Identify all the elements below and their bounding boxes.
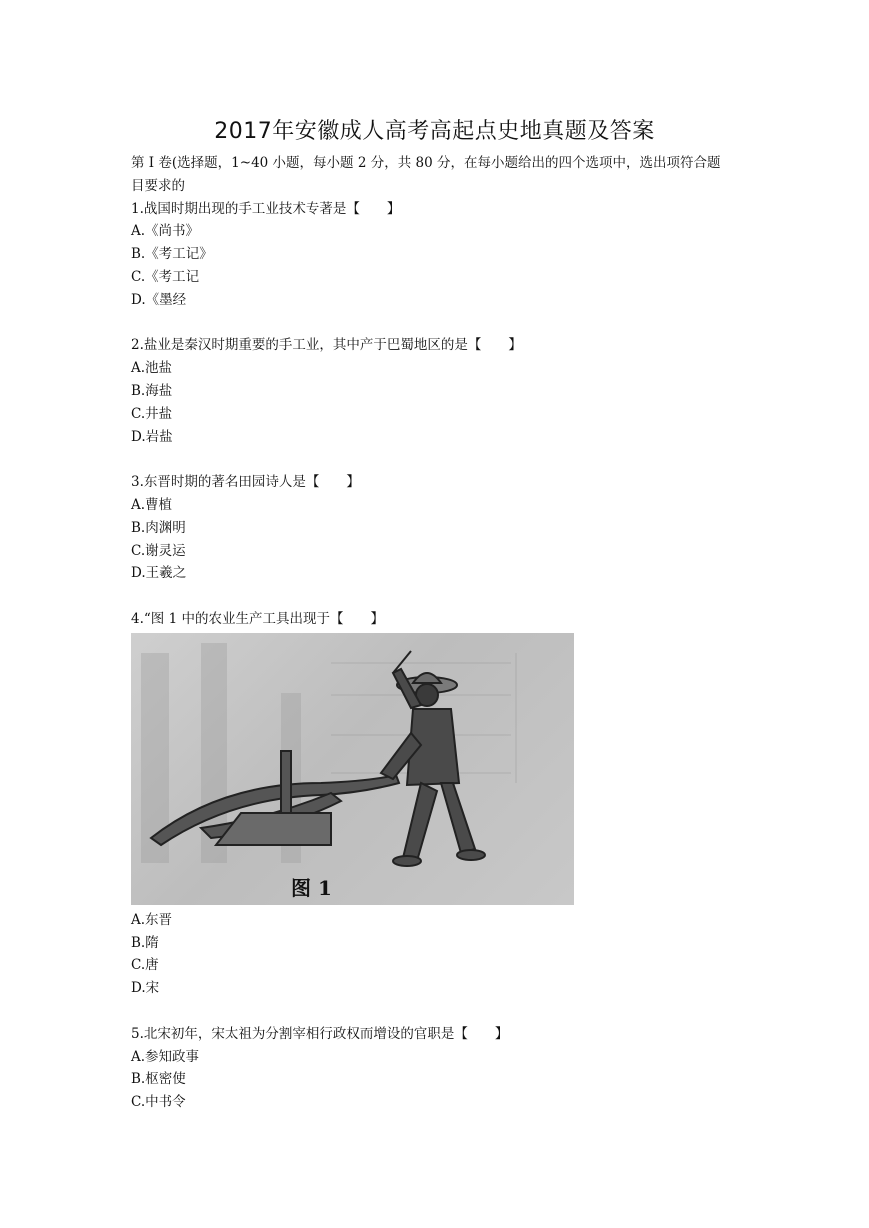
option-c: C.《考工记 (131, 268, 200, 285)
option-a: A.池盐 (131, 360, 173, 377)
option-d: D.宋 (131, 980, 160, 997)
question-1 (131, 198, 731, 312)
option-b: B.肉渊明 (131, 519, 186, 536)
option-b: B.海盐 (131, 382, 173, 399)
question-stem: 5.北宋初年，宋太祖为分割宰相行政权而增设的官职是【 】 (131, 1025, 509, 1042)
option-b: B.《考工记》 (131, 246, 213, 263)
option-d: D.《墨经 (131, 291, 187, 308)
plow-figure-image (131, 633, 574, 905)
page-title: 2017年安徽成人高考高起点史地真题及答案 (214, 119, 655, 144)
question-4 (131, 608, 731, 1000)
option-a: A.曹植 (131, 496, 173, 513)
figure-caption: 图 1 (291, 875, 332, 900)
question-3 (131, 471, 731, 585)
option-a: A.《尚书》 (131, 223, 200, 240)
option-b: B.枢密使 (131, 1071, 186, 1088)
option-d: D.王羲之 (131, 565, 187, 582)
question-5 (131, 1023, 731, 1114)
question-stem: 3.东晋时期的著名田园诗人是【 】 (131, 474, 360, 491)
question-2 (131, 334, 731, 448)
option-c: C.井盐 (131, 405, 173, 422)
question-stem: 2.盐业是秦汉时期重要的手工业，其中产于巴蜀地区的是【 】 (131, 337, 522, 354)
option-c: C.谢灵运 (131, 542, 186, 559)
section-intro (131, 152, 731, 198)
option-d: D.岩盐 (131, 428, 173, 445)
exam-content (131, 152, 731, 1137)
option-a: A.东晋 (131, 911, 173, 928)
intro-text: 第 I 卷(选择题，1~40 小题，每小题 2 分，共 80 分，在每小题给出的四个选项中，选出项符合题目要求的 (131, 155, 721, 194)
option-c: C.中书令 (131, 1094, 186, 1111)
question-stem: 1.战国时期出现的手工业技术专著是【 】 (131, 200, 401, 217)
question-stem: 4.“图 1 中的农业生产工具出现于【 】 (131, 610, 384, 627)
option-c: C.唐 (131, 957, 159, 974)
option-a: A.参知政事 (131, 1048, 200, 1065)
option-b: B.隋 (131, 934, 159, 951)
